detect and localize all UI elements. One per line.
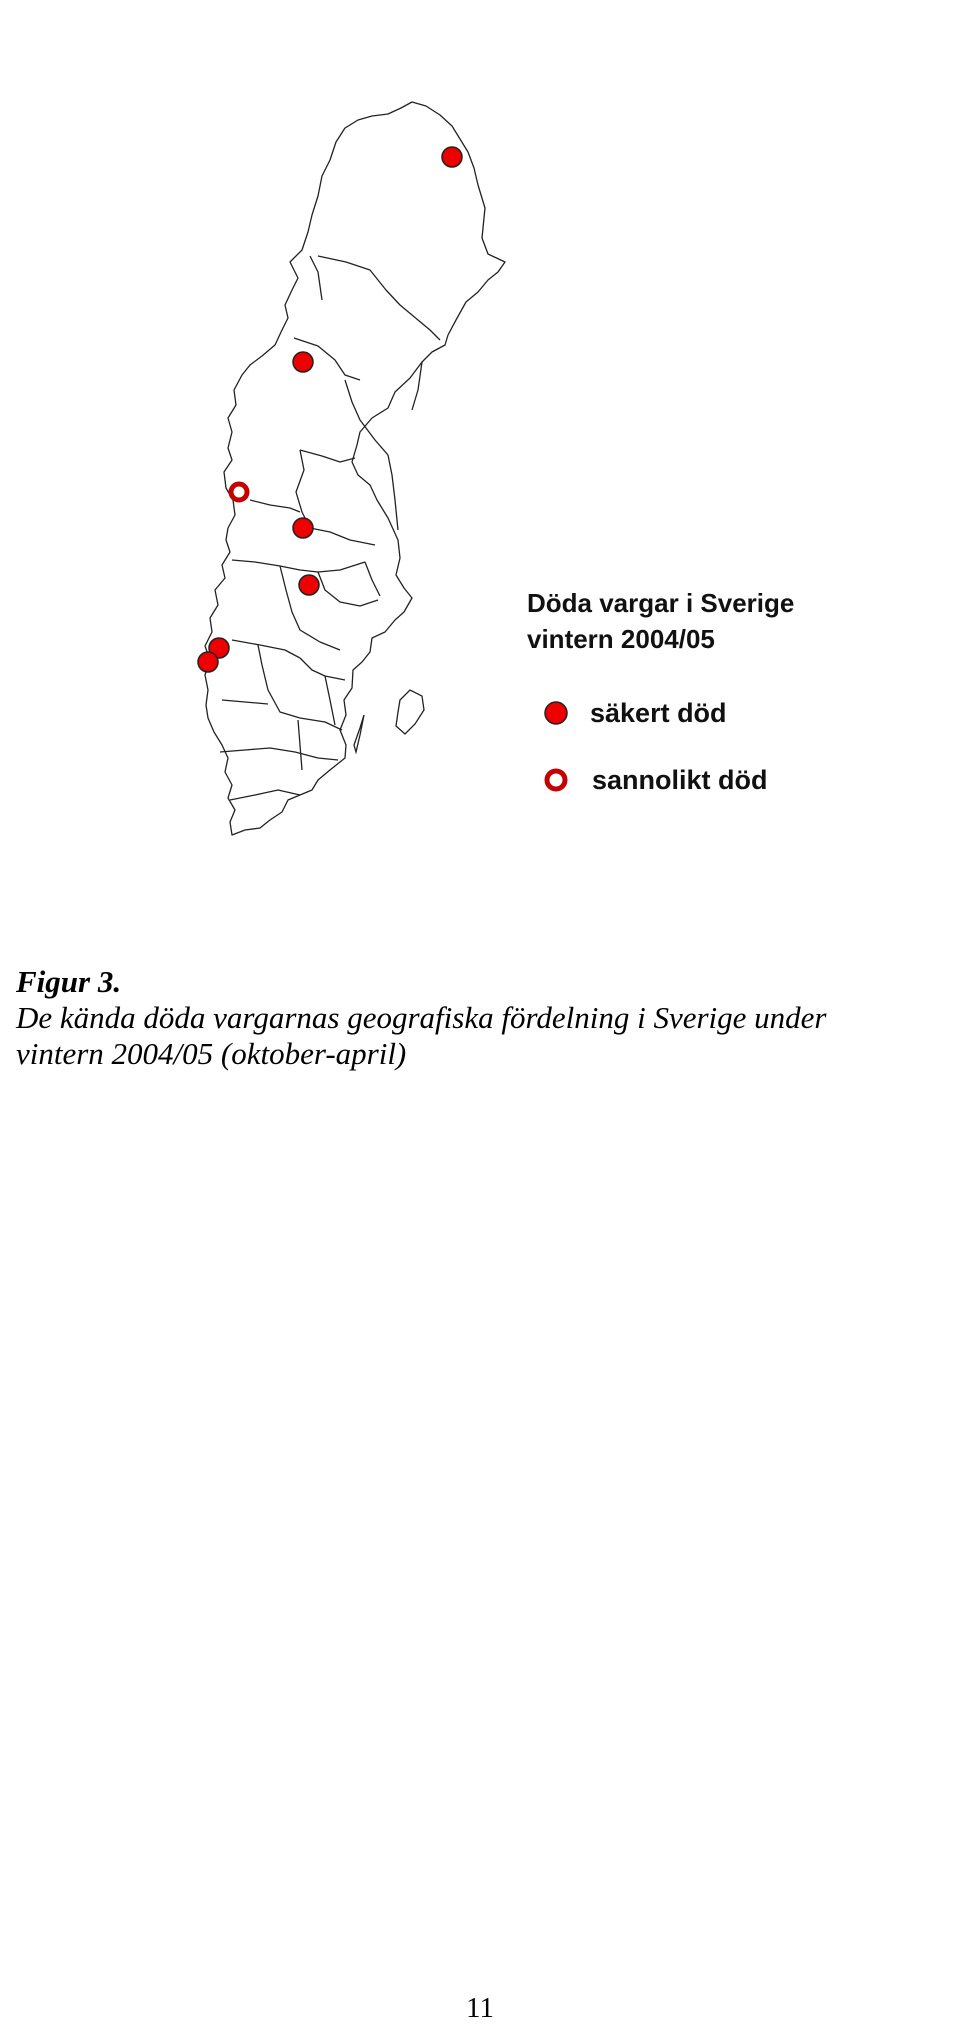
marker-certain-death-1 (442, 147, 462, 167)
legend-certain-marker (545, 702, 567, 724)
figure-caption (16, 964, 946, 1072)
map-legend (527, 588, 794, 795)
caption-title: Figur 3. (16, 964, 122, 999)
legend-probable-label: sannolikt död (592, 765, 768, 795)
page-number: 11 (466, 1992, 494, 2024)
legend-probable-marker (547, 771, 565, 789)
marker-certain-death-2 (293, 352, 313, 372)
caption-line-2: vintern 2004/05 (oktober-april) (16, 1036, 407, 1071)
marker-certain-death-6 (198, 652, 218, 672)
marker-certain-death-3 (293, 518, 313, 538)
legend-title-line2: vintern 2004/05 (527, 624, 715, 654)
oland-island (354, 715, 364, 752)
legend-title-line1: Döda vargar i Sverige (527, 588, 795, 618)
legend-certain-label: säkert död (590, 698, 727, 728)
sweden-outline (205, 102, 505, 835)
marker-certain-death-4 (299, 575, 319, 595)
caption-line-1: De kända döda vargarnas geografiska fördelning i Sverige under (16, 1000, 827, 1035)
marker-probable-death-1 (231, 484, 247, 500)
sweden-map-figure (0, 0, 960, 860)
gotland-island (396, 690, 424, 734)
